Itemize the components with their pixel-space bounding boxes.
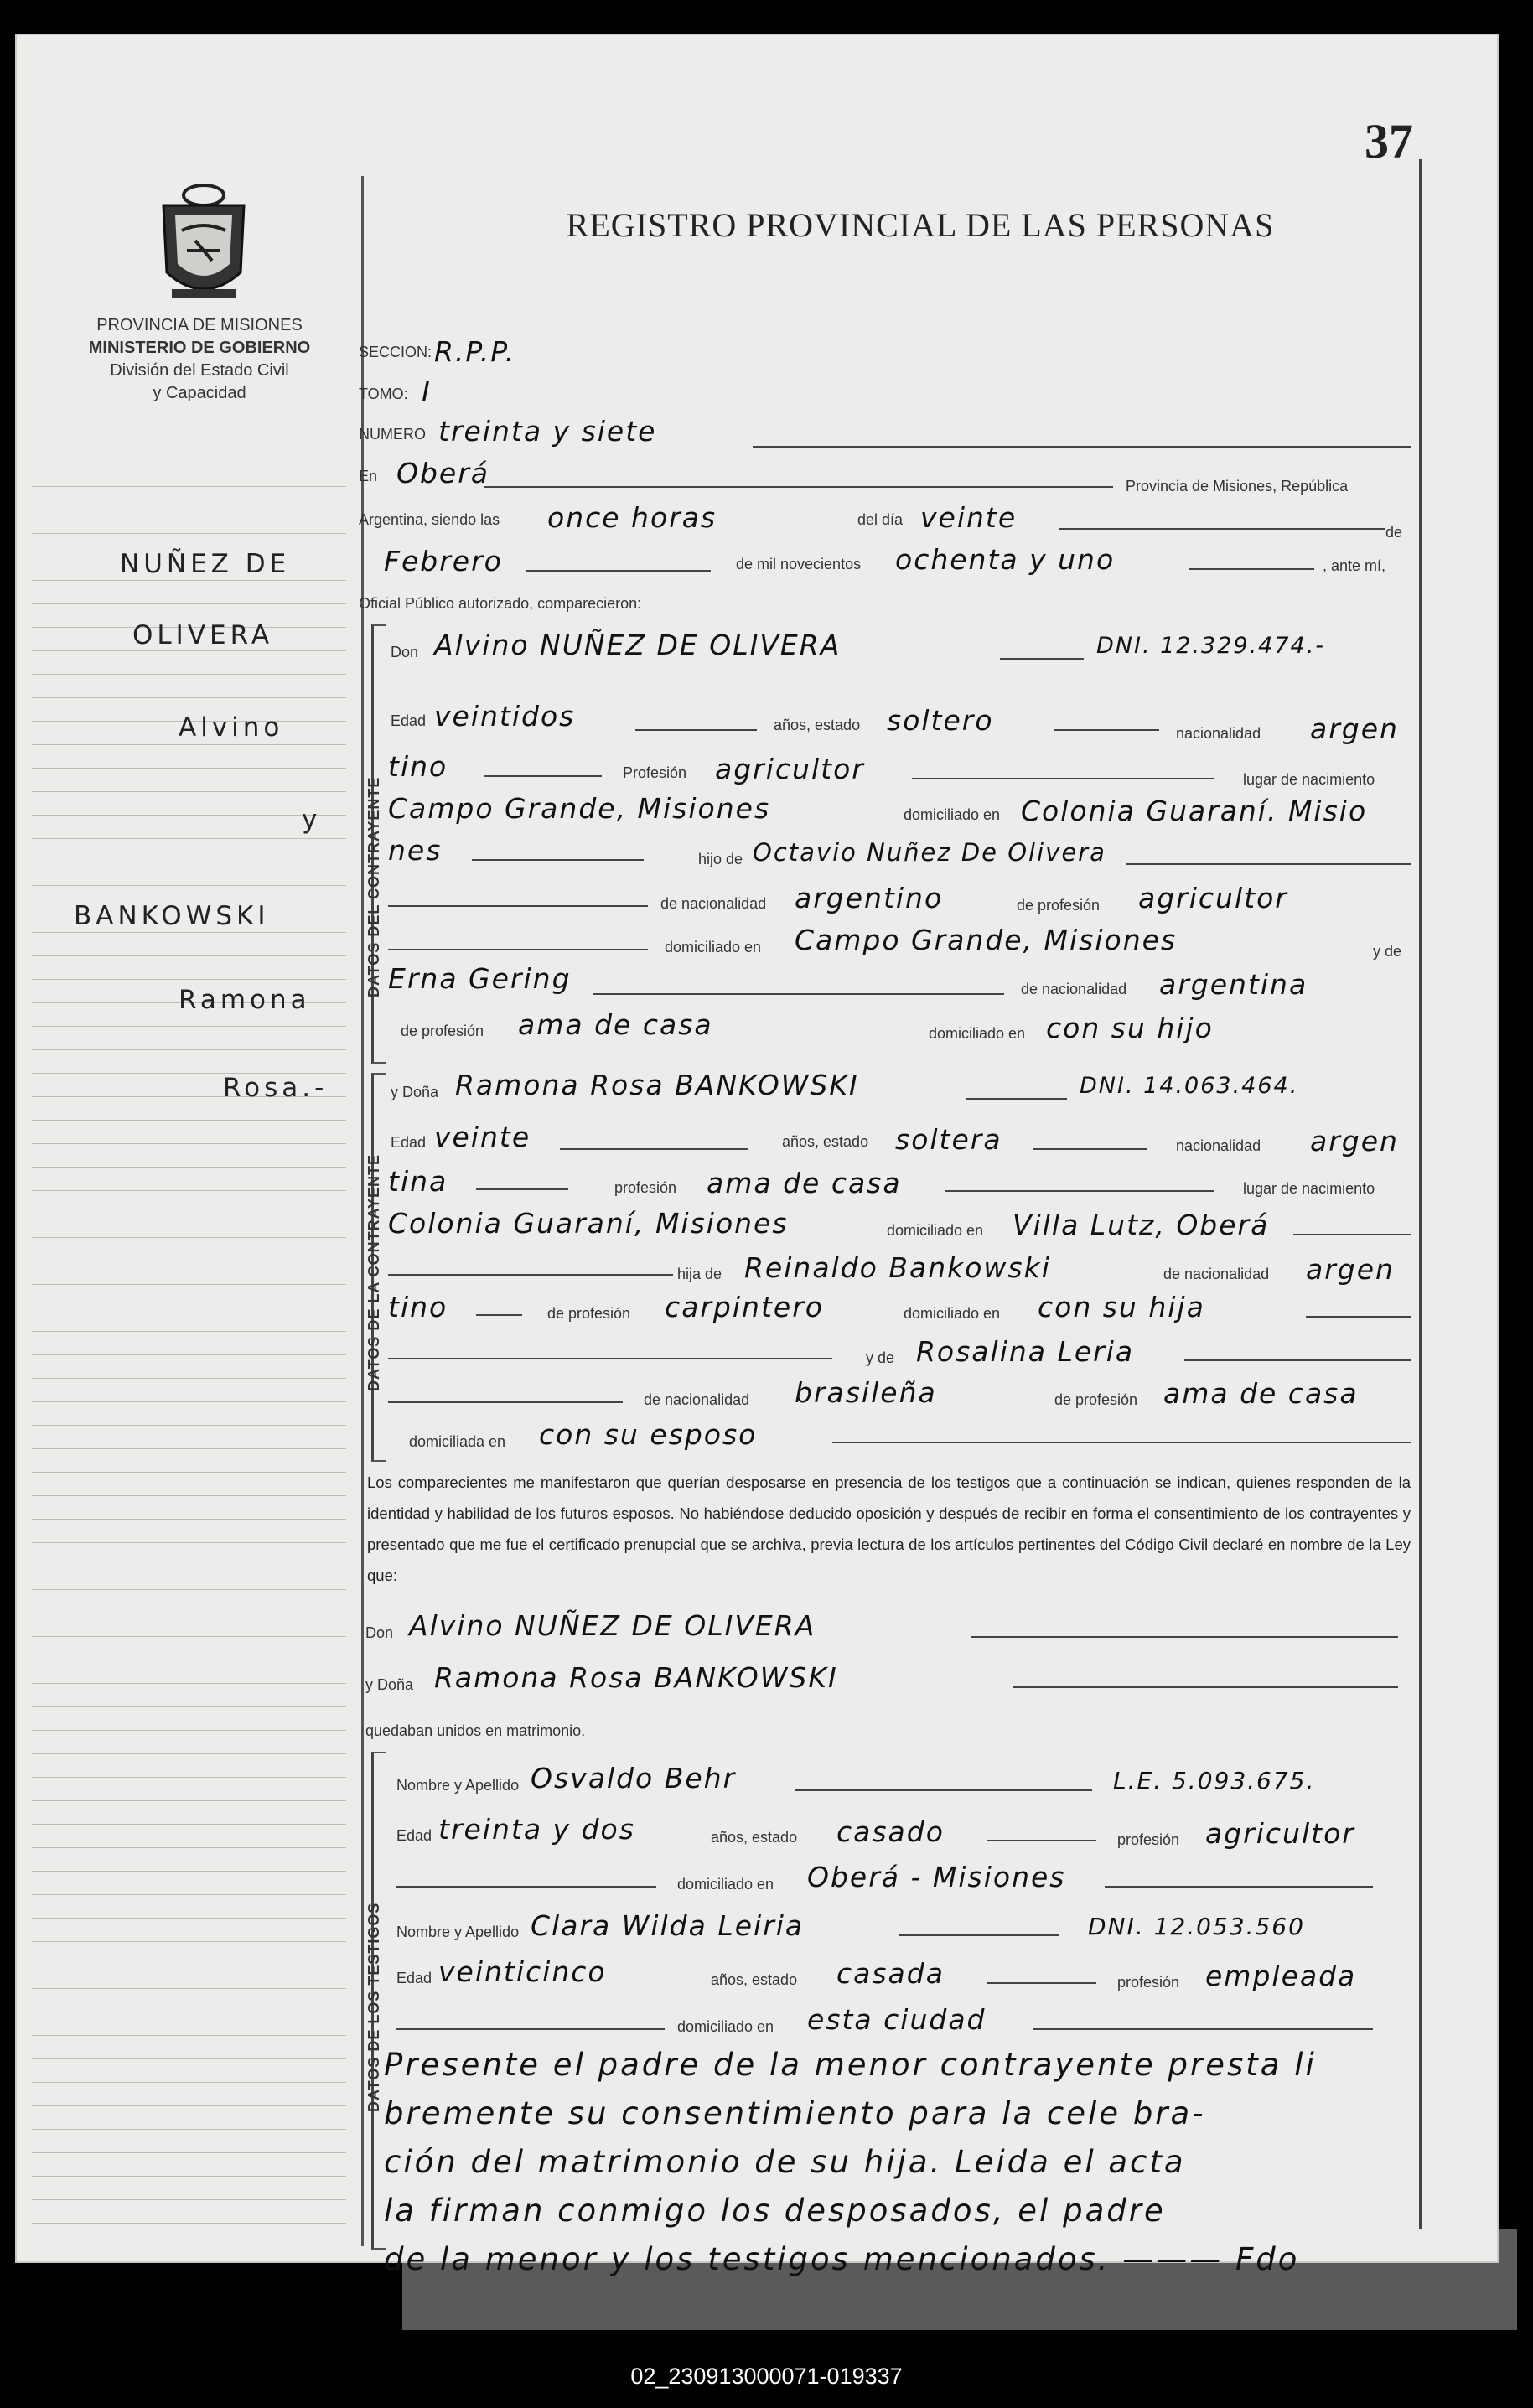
margin-ruled-line [32, 1049, 346, 1050]
groom-father-nac-label: de nacionalidad [660, 895, 767, 912]
argentina-label: Argentina, siendo las [359, 511, 500, 528]
legal-declaration: Los comparecientes me manifestaron que querían desposarse en presencia de los testigos que a continuación se indican, quienes responden de la identidad y habilidad de los futuros esposos. No habiéndose deducido oposición y después de recibir en forma el consentimiento de los contrayentes y presentado que me fue el certificado prenupcial que se archiva, previa lectura de los artículos pertinentes del Código Civil declaré en nombre de la Ley que: [367, 1473, 1411, 1584]
bride-father-nac-2: tino [388, 1291, 448, 1323]
groom-lugar-label: lugar de nacimiento [1243, 771, 1375, 788]
bride-mother-nac-pre [388, 1401, 623, 1403]
groom-nac-1: argen [1310, 712, 1399, 745]
seccion-label: SECCION: [359, 344, 432, 360]
margin-ruled-line [32, 1378, 346, 1379]
margin-ruled-line [32, 1401, 346, 1402]
margin-ruled-line [32, 674, 346, 675]
seccion-value: R.P.P. [434, 335, 516, 368]
w2-dom-fill [1033, 2028, 1373, 2030]
bride-father-dom: con su hija [1038, 1291, 1205, 1323]
bride-profesion-fill [945, 1190, 1214, 1192]
margin-ruled-line [32, 1167, 346, 1168]
margin-name-line-6: Ramona [179, 985, 311, 1015]
groom-lugar: Campo Grande, Misiones [388, 792, 771, 825]
bride-mother-nac: brasileña [795, 1376, 937, 1409]
bride-mother-nac-label: de nacionalidad [644, 1391, 750, 1408]
margin-ruled-line [32, 1918, 346, 1919]
margin-ruled-line [32, 1683, 346, 1684]
margin-ruled-line [32, 791, 346, 792]
image-caption: 02_230913000071-019337 [630, 2364, 903, 2389]
groom-father-fill [1126, 863, 1411, 865]
margin-ruled-line [32, 486, 346, 487]
note-line-5: de la menor y los testigos mencionados. ——— Fdo [384, 2241, 1300, 2277]
margin-ruled-line [32, 768, 346, 769]
groom-mother: Erna Gering [388, 962, 572, 995]
bride-mother-pre [388, 1358, 832, 1359]
margin-ruled-line [32, 1448, 346, 1449]
bride-nac-2: tina [388, 1165, 448, 1198]
bride-dom: Villa Lutz, Oberá [1013, 1209, 1270, 1241]
w1-edad: treinta y dos [438, 1813, 635, 1846]
note-line-1: Presente el padre de la menor contrayente presta li [384, 2047, 1317, 2083]
bride-estado: soltera [895, 1123, 1002, 1156]
provincia-label: Provincia de Misiones, República [1126, 478, 1349, 495]
issuer-block [49, 314, 350, 405]
margin-ruled-line [32, 2199, 346, 2200]
w1-name-label: Nombre y Apellido [396, 1777, 520, 1794]
margin-name-line-2: OLIVERA [132, 620, 274, 650]
margin-name-line-1: NUÑEZ DE [120, 549, 291, 579]
margin-ruled-line [32, 1495, 346, 1496]
bride-dom-label: domiciliado en [887, 1222, 984, 1239]
w2-edad: veinticinco [438, 1955, 607, 1988]
del-dia-label: del día [857, 511, 904, 528]
w2-doc: DNI. 12.053.560 [1088, 1913, 1305, 1940]
bride-father-nac-label: de nacionalidad [1163, 1266, 1270, 1282]
groom-edad: veintidos [434, 700, 576, 733]
margin-ruled-line [32, 1589, 346, 1590]
anio-value: ochenta y uno [895, 543, 1116, 576]
margin-ruled-line [32, 1988, 346, 1989]
bride-father-nac-fill [476, 1314, 522, 1316]
w1-anos-label: años, estado [711, 1829, 798, 1846]
bride-dom-fill [1293, 1234, 1411, 1235]
bride-name: Ramona Rosa BANKOWSKI [455, 1069, 859, 1101]
margin-ruled-line [32, 580, 346, 581]
groom-profesion-fill [912, 778, 1214, 779]
groom-father-prof: agricultor [1138, 882, 1288, 914]
groom-name-fill [1000, 658, 1084, 660]
margin-name-line-7: Rosa.- [223, 1073, 329, 1103]
groom-anos-label: años, estado [774, 717, 861, 733]
margin-ruled-line [32, 2176, 346, 2177]
w2-dom-label: domiciliado en [677, 2018, 774, 2035]
province-name: PROVINCIA DE MISIONES [96, 316, 303, 334]
w1-estado: casado [836, 1815, 945, 1848]
margin-ruled-line [32, 1190, 346, 1191]
w2-name: Clara Wilda Leiria [531, 1909, 805, 1942]
margin-name-line-5: BANKOWSKI [74, 901, 270, 931]
w1-dom-label: domiciliado en [677, 1876, 774, 1893]
margin-ruled-line [32, 1026, 346, 1027]
groom-name: Alvino NUÑEZ DE OLIVERA [434, 629, 842, 661]
w1-dom: Oberá - Misiones [807, 1861, 1066, 1893]
groom-mother-nac: argentina [1159, 968, 1308, 1001]
groom-mother-prof-label: de profesión [401, 1023, 484, 1039]
margin-ruled-line [32, 979, 346, 980]
margin-ruled-line [32, 1331, 346, 1332]
bride-section-label: DATOS DE LA CONTRAYENTE [365, 1153, 382, 1391]
w2-prof: empleada [1205, 1960, 1357, 1992]
w1-estado-fill [987, 1840, 1096, 1841]
don-label: Don [391, 644, 419, 660]
note-line-3: ción del matrimonio de su hija. Leida el acta [384, 2144, 1186, 2180]
declared-groom-fill [971, 1636, 1398, 1638]
numero-label: NUMERO [359, 426, 426, 443]
groom-estado: soltero [887, 704, 994, 737]
bride-mother-prof: ama de casa [1163, 1377, 1359, 1410]
handwritten-notes [384, 2041, 1415, 2284]
margin-ruled-line [32, 2152, 346, 2153]
bride-mother-prof-label: de profesión [1054, 1391, 1138, 1408]
margin-ruled-line [32, 2058, 346, 2059]
bride-nac-fill [476, 1188, 568, 1190]
declared-dona-label: y Doña [365, 1676, 414, 1693]
groom-edad-label: Edad [391, 712, 427, 729]
dia-value: veinte [920, 501, 1018, 534]
bride-y-de-label: y de [866, 1349, 895, 1366]
groom-profesion: agricultor [715, 753, 865, 785]
witness-section-label: DATOS DE LOS TESTIGOS [365, 1902, 382, 2112]
groom-father-dom-pre [388, 949, 648, 950]
bride-edad-fill [560, 1148, 748, 1150]
numero-value: treinta y siete [438, 415, 657, 448]
margin-ruled-line [32, 1894, 346, 1895]
margin-ruled-line [32, 603, 346, 604]
ante-mi-label: , ante mí, [1323, 557, 1386, 574]
dia-fill-line [1059, 528, 1385, 530]
w2-name-fill [899, 1934, 1059, 1936]
w2-edad-label: Edad [396, 1970, 432, 1986]
margin-ruled-line [32, 1284, 346, 1285]
margin-ruled-line [32, 1542, 346, 1543]
bride-dni: DNI. 14.063.464. [1080, 1073, 1299, 1099]
note-line-4: la firman conmigo los desposados, el padre [384, 2193, 1166, 2229]
margin-ruled-line [32, 1706, 346, 1707]
w2-prof-label: profesión [1117, 1974, 1180, 1991]
bride-edad: veinte [434, 1121, 531, 1153]
groom-nac-label: nacionalidad [1176, 725, 1261, 742]
groom-mother-prof: ama de casa [518, 1008, 713, 1041]
margin-ruled-line [32, 1354, 346, 1355]
groom-profesion-label: Profesión [623, 764, 687, 781]
margin-ruled-line [32, 2082, 346, 2083]
oficial-label: Oficial Público autorizado, comparecieron: [359, 595, 642, 612]
groom-dom-label: domiciliado en [904, 806, 1001, 823]
bride-nac-1: argen [1310, 1125, 1399, 1157]
horas-value: once horas [547, 501, 717, 534]
numero-fill-line [753, 446, 1411, 448]
w2-dom-pre [396, 2028, 665, 2030]
bride-father-prof-label: de profesión [547, 1305, 631, 1322]
margin-ruled-line [32, 1941, 346, 1942]
margin-ruled-line [32, 1847, 346, 1848]
w2-dom: esta ciudad [807, 2003, 987, 2036]
bride-profesion: ama de casa [707, 1167, 902, 1199]
groom-father-nac: argentino [795, 882, 944, 914]
w1-dom-pre [396, 1886, 656, 1888]
groom-father-dom-label: domiciliado en [665, 939, 762, 955]
mes-fill-line [526, 570, 711, 572]
margin-ruled-line [32, 650, 346, 651]
groom-mother-fill [593, 993, 1004, 995]
margin-ruled-line [32, 1777, 346, 1778]
groom-dom-fill [472, 859, 644, 861]
groom-dom-1: Colonia Guaraní. Misio [1021, 795, 1368, 827]
bride-lugar-label: lugar de nacimiento [1243, 1180, 1375, 1197]
quedaban-label: quedaban unidos en matrimonio. [365, 1722, 586, 1739]
groom-y-de-label: y de [1373, 943, 1402, 960]
margin-name-line-3: Alvino [179, 712, 284, 743]
bride-hija-label: hija de [677, 1266, 722, 1282]
margin-ruled-line [32, 885, 346, 886]
de-label-1: de [1385, 524, 1403, 541]
dona-label: y Doña [391, 1084, 439, 1100]
bride-father-nac-1: argen [1306, 1253, 1395, 1286]
groom-mother-dom-label: domiciliado en [929, 1025, 1026, 1042]
w2-anos-label: años, estado [711, 1971, 798, 1988]
provincial-seal-icon [153, 180, 254, 310]
bride-name-fill [966, 1098, 1067, 1100]
margin-ruled-line [32, 1800, 346, 1801]
division-line-2: y Capacidad [153, 384, 246, 402]
bride-father-dom-fill [1306, 1316, 1411, 1318]
margin-ruled-line [32, 2129, 346, 2130]
bride-edad-label: Edad [391, 1134, 427, 1151]
groom-father: Octavio Nuñez De Olivera [753, 838, 1106, 867]
margin-ruled-line [32, 1143, 346, 1144]
bride-mother-dom: con su esposo [539, 1418, 758, 1451]
groom-father-prof-label: de profesión [1017, 897, 1101, 914]
declared-don-label: Don [365, 1624, 394, 1641]
w1-prof: agricultor [1205, 1817, 1355, 1850]
margin-ruled-line [32, 1636, 346, 1637]
w1-name: Osvaldo Behr [531, 1762, 737, 1794]
margin-ruled-line [32, 744, 346, 745]
w2-estado: casada [836, 1957, 945, 1990]
bride-father-prof: carpintero [665, 1291, 824, 1323]
groom-father-dom: Campo Grande, Misiones [795, 924, 1178, 956]
groom-mother-dom: con su hijo [1046, 1012, 1214, 1044]
tomo-label: TOMO: [359, 386, 408, 402]
bride-mother-dom-label: domiciliada en [409, 1433, 506, 1450]
en-value: Oberá [396, 457, 490, 489]
tomo-value: I [422, 375, 432, 408]
groom-dni: DNI. 12.329.474.- [1096, 633, 1326, 659]
page-number: 37 [1365, 114, 1413, 168]
bride-mother-fill [1184, 1359, 1411, 1361]
groom-nac-fill [484, 775, 602, 777]
w1-edad-label: Edad [396, 1827, 432, 1844]
groom-edad-fill [635, 729, 757, 731]
margin-ruled-line [32, 1753, 346, 1754]
w1-name-fill [795, 1789, 1092, 1791]
margin-ruled-line [32, 1120, 346, 1121]
bride-profesion-label: profesión [614, 1179, 677, 1196]
certificate-page [15, 34, 1499, 2277]
margin-ruled-line [32, 1871, 346, 1872]
bride-father: Reinaldo Bankowski [744, 1251, 1051, 1284]
w1-prof-label: profesión [1117, 1831, 1180, 1848]
margin-ruled-line [32, 1824, 346, 1825]
groom-nac-2: tino [388, 750, 448, 783]
margin-ruled-line [32, 1519, 346, 1520]
en-fill-line [484, 486, 1113, 488]
margin-ruled-line [32, 955, 346, 956]
bride-estado-fill [1033, 1148, 1147, 1150]
groom-section-label: DATOS DEL CONTRAYENTE [365, 776, 382, 997]
margin-divider [361, 176, 364, 2246]
declared-bride: Ramona Rosa BANKOWSKI [434, 1661, 838, 1694]
bride-father-dom-label: domiciliado en [904, 1305, 1001, 1322]
margin-ruled-line [32, 2105, 346, 2106]
margin-ruled-line [32, 932, 346, 933]
w2-estado-fill [987, 1982, 1096, 1984]
right-border [1419, 159, 1422, 2229]
margin-ruled-line [32, 2223, 346, 2224]
groom-estado-fill [1054, 729, 1159, 731]
bride-anos-label: años, estado [782, 1133, 869, 1150]
margin-ruled-line [32, 1425, 346, 1426]
mil-novecientos-label: de mil novecientos [736, 556, 862, 572]
margin-name-line-4: y [302, 805, 322, 835]
bride-nac-label: nacionalidad [1176, 1137, 1261, 1154]
groom-father-nac-pre [388, 905, 648, 907]
bride-mother: Rosalina Leria [916, 1335, 1135, 1368]
margin-ruled-line [32, 1237, 346, 1238]
anio-fill-line [1189, 568, 1314, 570]
note-line-2: bremente su consentimiento para la cele bra- [384, 2095, 1206, 2131]
declared-groom: Alvino NUÑEZ DE OLIVERA [409, 1609, 816, 1642]
margin-ruled-line [32, 1472, 346, 1473]
w1-doc: L.E. 5.093.675. [1113, 1767, 1316, 1794]
division-line-1: División del Estado Civil [110, 361, 289, 380]
bride-mother-dom-fill [832, 1442, 1411, 1443]
margin-ruled-line [32, 838, 346, 839]
margin-ruled-line [32, 697, 346, 698]
w2-name-label: Nombre y Apellido [396, 1924, 520, 1940]
bride-father-pre [388, 1274, 673, 1276]
groom-mother-nac-label: de nacionalidad [1021, 981, 1127, 997]
groom-dom-2: nes [388, 834, 443, 867]
margin-ruled-line [32, 533, 346, 534]
page-title: REGISTRO PROVINCIAL DE LAS PERSONAS [566, 206, 1275, 244]
margin-ruled-line [32, 2035, 346, 2036]
margin-ruled-line [32, 1730, 346, 1731]
groom-hijo-label: hijo de [698, 851, 743, 867]
margin-ruled-line [32, 815, 346, 816]
mes-value: Febrero [384, 545, 503, 577]
w1-dom-fill [1105, 1886, 1373, 1888]
en-label: En [359, 468, 378, 484]
bride-lugar: Colonia Guaraní, Misiones [388, 1207, 789, 1240]
ministry-name: MINISTERIO DE GOBIERNO [88, 339, 311, 357]
declared-bride-fill [1013, 1686, 1398, 1688]
